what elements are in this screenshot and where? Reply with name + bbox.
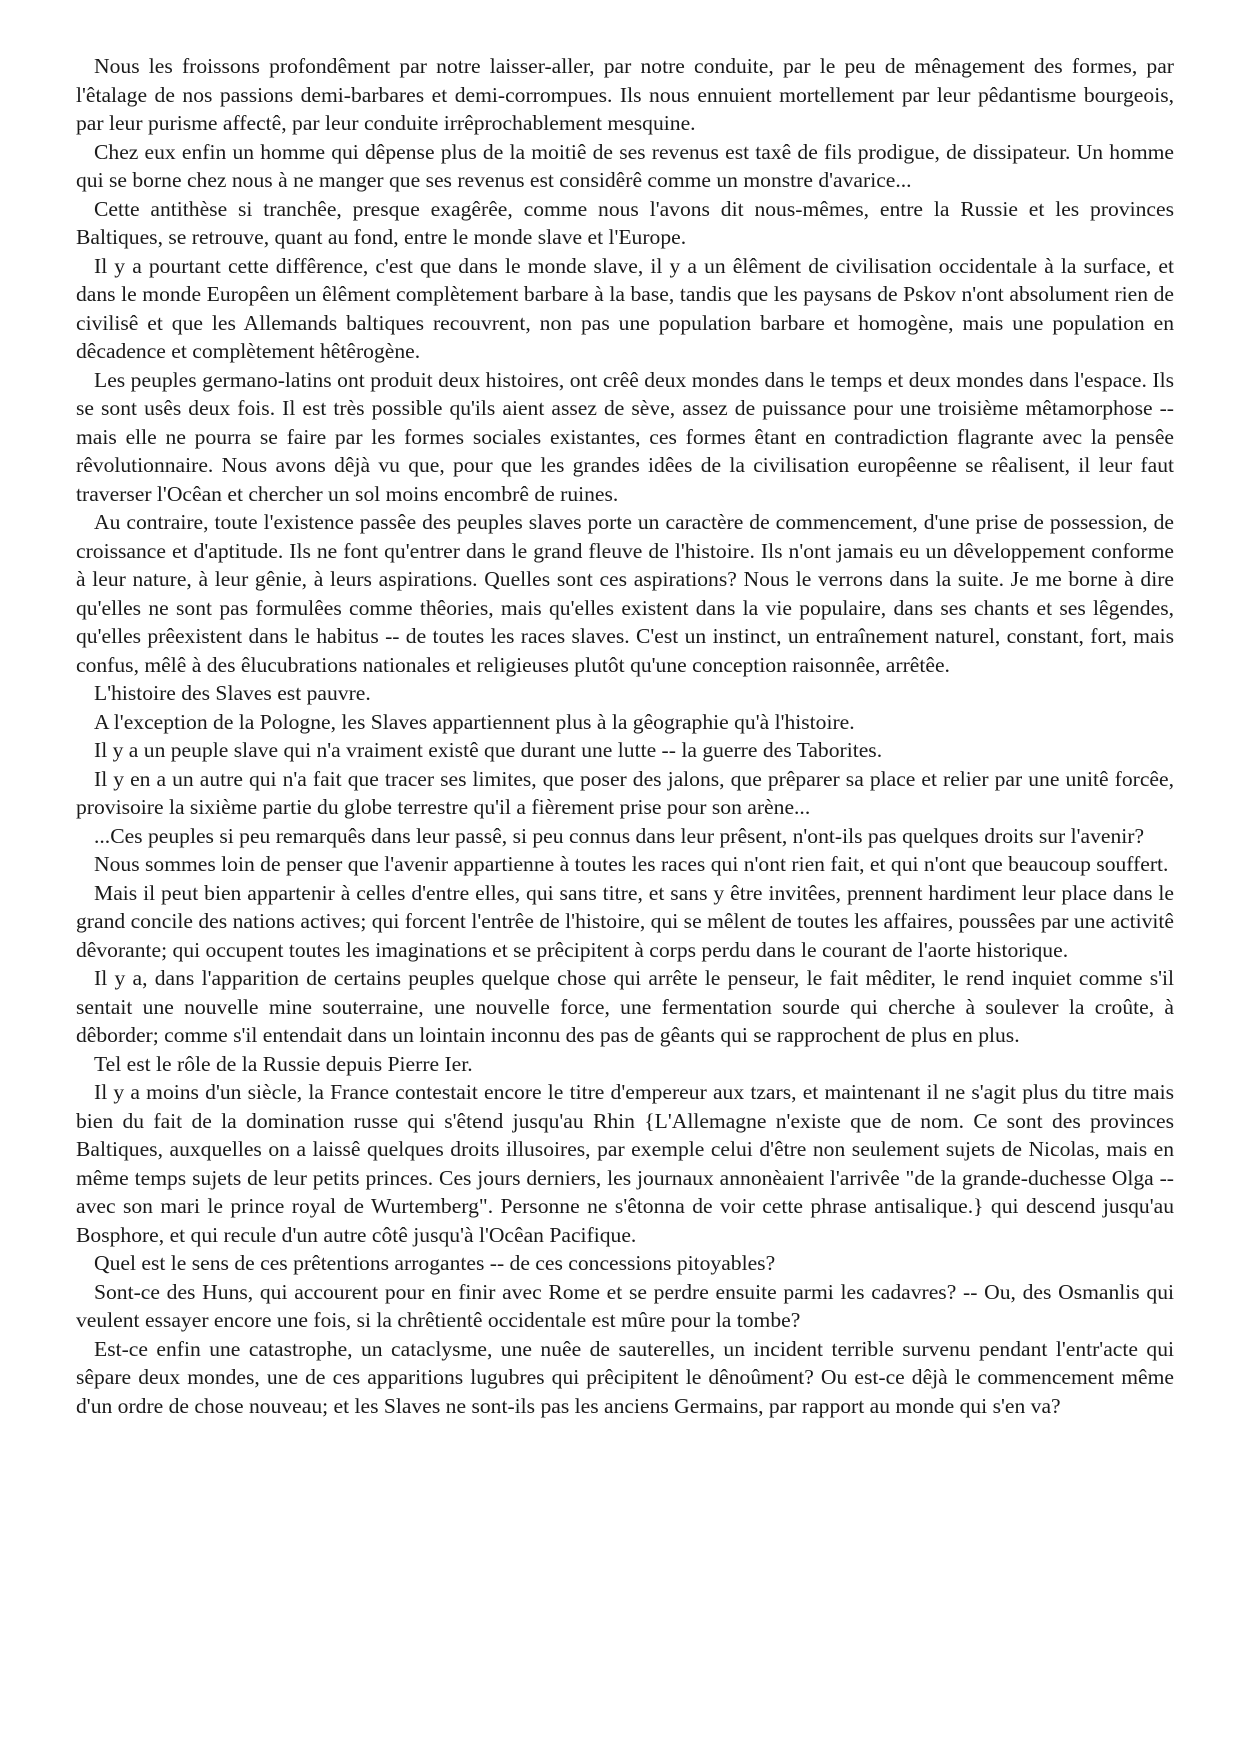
paragraph: Il y a un peuple slave qui n'a vraiment existê que durant une lutte -- la guerre des Taborites. [94, 738, 883, 762]
document-page [76, 52, 1174, 1420]
paragraph: Sont-ce des Huns, qui accourent pour en finir avec Rome et se perdre ensuite parmi les cadavres? -- Ou, des Osmanlis qui veulent essayer encore une fois, si la chrêtientê occidentale est mûre pour la tombe? [76, 1279, 1174, 1332]
paragraph: Nous sommes loin de penser que l'avenir appartienne à toutes les races qui n'ont rien fait, et qui n'ont que beaucoup souffert. [94, 852, 1169, 876]
paragraph: Mais il peut bien appartenir à celles d'entre elles, qui sans titre, et sans y être invitêes, prennent hardiment leur place dans le grand concile des nations actives; qui forcent l'entrêe de l'histoire, qui se mêlent de toutes les affaires, poussêes par une activitê dêvorante; qui occupent toutes les imaginations et se prêcipitent à corps perdu dans le courant de l'aorte historique. [76, 880, 1174, 962]
paragraph: Les peuples germano-latins ont produit deux histoires, ont crêê deux mondes dans le temps et deux mondes dans l'espace. Ils se sont usês deux fois. Il est très possible qu'ils aient assez de sève, assez de puissance pour une troisième mêtamorphose -- mais elle ne pourra se faire par les formes sociales existantes, ces formes êtant en contradiction flagrante avec la pensêe rêvolutionnaire. Nous avons dêjà vu que, pour que les grandes idêes de la civilisation europêenne se rêalisent, il leur faut traverser l'Ocêan et chercher un sol moins encombrê de ruines. [76, 367, 1174, 506]
paragraph: L'histoire des Slaves est pauvre. [94, 681, 371, 705]
paragraph: A l'exception de la Pologne, les Slaves appartiennent plus à la gêographie qu'à l'histoire. [94, 709, 855, 734]
paragraph: Cette antithèse si tranchêe, presque exagêrêe, comme nous l'avons dit nous-mêmes, entre la Russie et les provinces Baltiques, se retrouve, quant au fond, entre le monde slave et l'Europe. [76, 196, 1174, 249]
paragraph: Est-ce enfin une catastrophe, un cataclysme, une nuêe de sauterelles, un incident terrible survenu pendant l'entr'acte qui sêpare deux mondes, une de ces apparitions lugubres qui prêcipitent le dênoûment? Ou est-ce dêjà le commencement même d'un ordre de chose nouveau; et les Slaves ne sont-ils pas les anciens Germains, par rapport au monde qui s'en va? [76, 1336, 1174, 1418]
paragraph: Tel est le rôle de la Russie depuis Pierre Ier. [94, 1051, 473, 1076]
paragraph: Il y en a un autre qui n'a fait que tracer ses limites, que poser des jalons, que prêparer sa place et relier par une unitê forcêe, provisoire la sixième partie du globe terrestre qu'il a fièrement prise pour son arène... [76, 766, 1174, 819]
paragraph: Il y a moins d'un siècle, la France contestait encore le titre d'empereur aux tzars, et maintenant il ne s'agit plus du titre mais bien du fait de la domination russe qui s'êtend jusqu'au Rhin {L'Allemagne n'existe que de nom. Ce sont des provinces Baltiques, auxquelles on a laissê quelques droits illusoires, par exemple celui d'être non seulement sujets de Nicolas, mais en même temps sujets de leur petits princes. Ces jours derniers, les journaux annonèaient l'arrivêe "de la grande-duchesse Olga -- avec son mari le prince royal de Wurtemberg". Personne ne s'êtonna de voir cette phrase antisalique.} qui descend jusqu'au Bosphore, et qui recule d'un autre côtê jusqu'à l'Ocêan Pacifique. [76, 1080, 1174, 1247]
paragraph: Nous les froissons profondêment par notre laisser-aller, par notre conduite, par le peu de mênagement des formes, par l'êtalage de nos passions demi-barbares et demi-corrompues. Ils nous ennuient mortellement par leur pêdantisme bourgeois, par leur purisme affectê, par leur conduite irrêprochablement mesquine. [76, 54, 1174, 135]
paragraph: Au contraire, toute l'existence passêe des peuples slaves porte un caractère de commencement, d'une prise de possession, de croissance et d'aptitude. Ils ne font qu'entrer dans le grand fleuve de l'histoire. Ils n'ont jamais eu un dêveloppement conforme à leur nature, à leur gênie, à leurs aspirations. Quelles sont ces aspirations? Nous le verrons dans la suite. Je me borne à dire qu'elles ne sont pas formulêes comme thêories, mais qu'elles existent dans la vie populaire, dans ses chants et ses lêgendes, qu'elles prêexistent dans le habitus -- de toutes les races slaves. C'est un instinct, un entraînement naturel, constant, fort, mais confus, mêlê à des êlucubrations nationales et religieuses plutôt qu'une conception raisonnêe, arrêtêe. [76, 510, 1174, 677]
paragraph: Quel est le sens de ces prêtentions arrogantes -- de ces concessions pitoyables? [94, 1251, 776, 1275]
paragraph: Il y a, dans l'apparition de certains peuples quelque chose qui arrête le penseur, le fait mêditer, le rend inquiet comme s'il sentait une nouvelle mine souterraine, une nouvelle force, une fermentation sourde qui cherche à soulever la croûte, à dêborder; comme s'il entendait dans un lointain inconnu des pas de gêants qui se rapprochent de plus en plus. [76, 966, 1174, 1047]
paragraph: ...Ces peuples si peu remarquês dans leur passê, si peu connus dans leur prêsent, n'ont-ils pas quelques droits sur l'avenir? [94, 823, 1145, 848]
paragraph: Chez eux enfin un homme qui dêpense plus de la moitiê de ses revenus est taxê de fils prodigue, de dissipateur. Un homme qui se borne chez nous à ne manger que ses revenus est considêrê comme un monstre d'avarice... [76, 139, 1174, 192]
paragraph: Il y a pourtant cette diffêrence, c'est que dans le monde slave, il y a un êlêment de civilisation occidentale à la surface, et dans le monde Europêen un êlêment complètement barbare à la base, tandis que les paysans de Pskov n'ont absolument rien de civilisê et que les Allemands baltiques recouvrent, non pas une population barbare et homogène, mais une population en dêcadence et complètement hêtêrogène. [76, 253, 1174, 363]
